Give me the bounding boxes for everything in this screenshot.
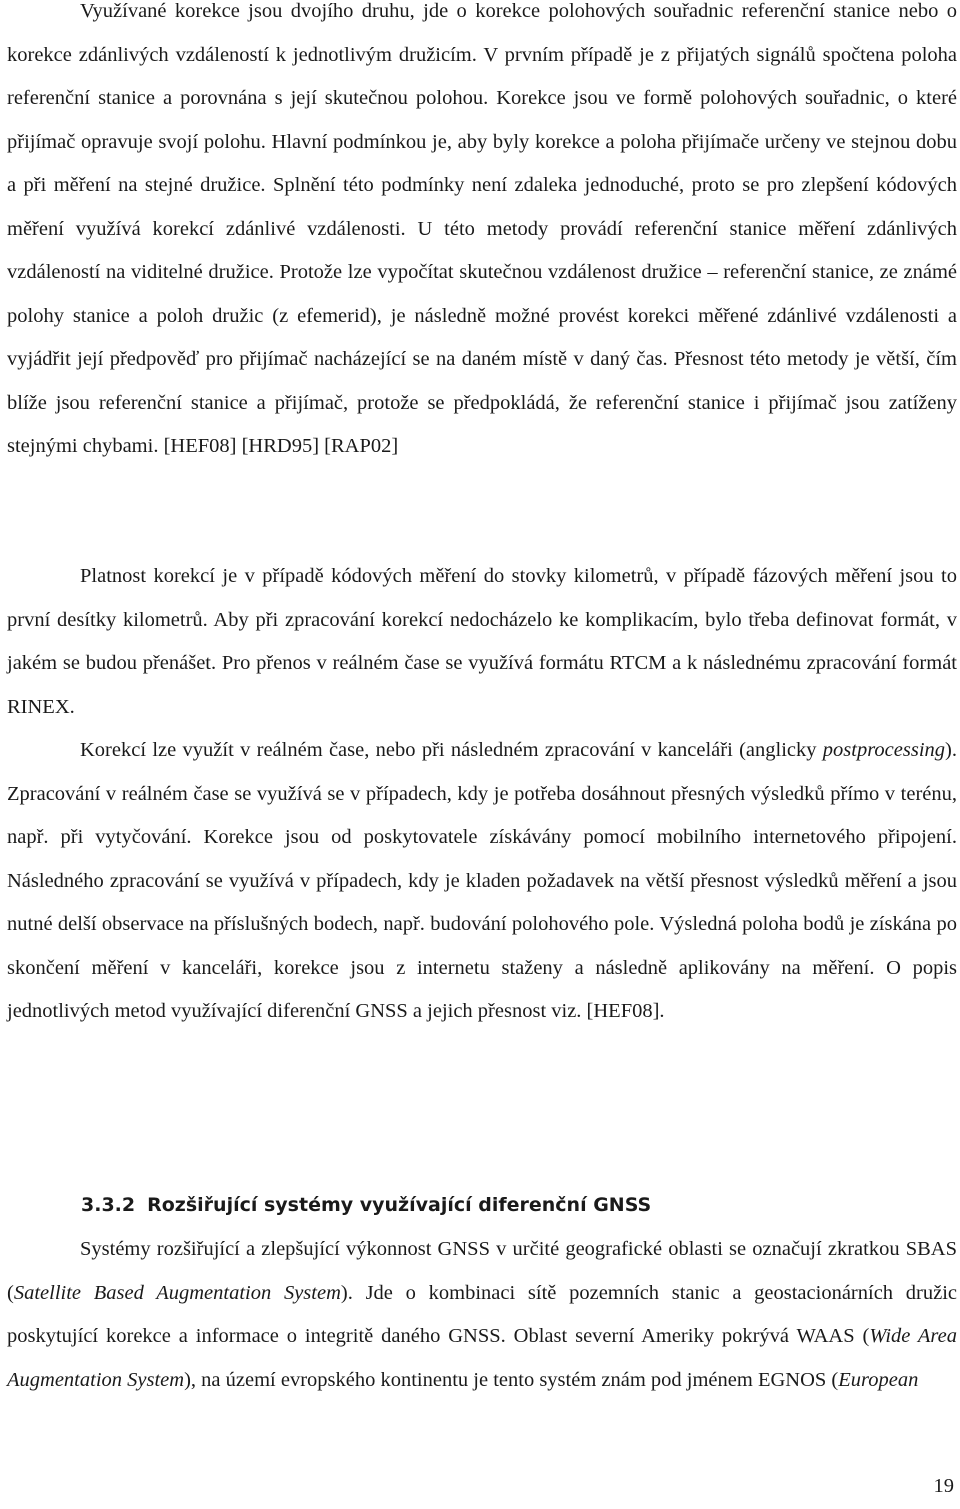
section-number: 3.3.2	[81, 1194, 136, 1216]
paragraph-realtime-postprocessing	[7, 729, 957, 1034]
paragraph-correction-validity: Platnost korekcí je v případě kódových měření do stovky kilometrů, v případě fázových měření jsou to první desítky kilometrů. Aby při zpracování korekcí nedocházelo ke komplikacím, bylo třeba definovat formát, v jakém se budou přenášet. Pro přenos v reálném čase se využívá formátu RTCM a k následnému zpracování formát RINEX.	[7, 565, 957, 718]
page-number: 19	[933, 1475, 954, 1497]
section-title: Rozšiřující systémy využívající diferenční GNSS	[147, 1194, 652, 1216]
section-heading	[81, 1190, 651, 1220]
paragraph-correction-types: Využívané korekce jsou dvojího druhu, jde o korekce polohových souřadnic referenční stanice nebo o korekce zdánlivých vzdáleností k jednotlivým družicím. V prvním případě je z přijatých signálů spočtena poloha referenční stanice a porovnána s její skutečnou polohou. Korekce jsou ve formě polohových souřadnic, o které přijímač opravuje svojí polohu. Hlavní podmínkou je, aby byly korekce a poloha přijímače určeny ve stejnou dobu a při měření na stejné družice. Splnění této podmínky není zdaleka jednoduché, proto se pro zlepšení kódových měření využívá korekcí zdánlivé vzdálenosti. U této metody provádí referenční stanice měření zdánlivých vzdáleností na viditelné družice. Protože lze vypočítat skutečnou vzdálenost družice – referenční stanice, ze známé polohy stanice a poloh družic (z efemerid), je následně možné provést korekci měřené zdánlivé vzdálenosti a vyjádřit její předpověď pro přijímač nacházející se na daném místě v daný čas. Přesnost této metody je větší, čím blíže jsou referenční stanice a přijímač, protože se předpokládá, že referenční stanice i přijímač jsou zatíženy stejnými chybami. [HEF08] [HRD95] [RAP02]	[7, 0, 957, 457]
paragraph-text: Systémy rozšiřující a zlepšující výkonnost GNSS v určité geografické oblasti se označují zkratkou SBAS (	[7, 1238, 957, 1304]
paragraph-italic-term: postprocessing	[822, 739, 946, 761]
paragraph-sbas	[7, 1228, 957, 1402]
paragraph-text: Korekcí lze využít v reálném čase, nebo při následném zpracování v kanceláři (anglicky	[80, 739, 823, 761]
paragraph-text: ), na území evropského kontinentu je tento systém znám pod jménem EGNOS (	[184, 1368, 839, 1391]
paragraph-italic-term: Satellite Based Augmentation System	[13, 1281, 341, 1304]
paragraph-text: ). Zpracování v reálném čase se využívá se v případech, kdy je potřeba dosáhnout přesných výsledků přímo v terénu, např. při vytyčování. Korekce jsou od poskytovatele získávány pomocí mobilního internetového připojení. Následného zpracování se využívá v případech, kdy je kladen požadavek na větší přesnost výsledků měření a jsou nutné delší observace na příslušných bodech, např. budování polohového pole. Výsledná poloha bodů je získána po skončení měření v kanceláři, korekce jsou z internetu staženy a následně aplikovány na měření. O popis jednotlivých metod využívající diferenční GNSS a jejich přesnost viz. [HEF08].	[7, 739, 957, 1022]
paragraph-italic-term: Wide Area Augmentation System	[7, 1325, 957, 1391]
paragraph-italic-term: European	[838, 1368, 919, 1391]
paragraph-text: ). Jde o kombinaci sítě pozemních stanic a geostacionárních družic poskytující korekce a informace o integritě daného GNSS. Oblast severní Ameriky pokrývá WAAS (	[7, 1281, 958, 1347]
